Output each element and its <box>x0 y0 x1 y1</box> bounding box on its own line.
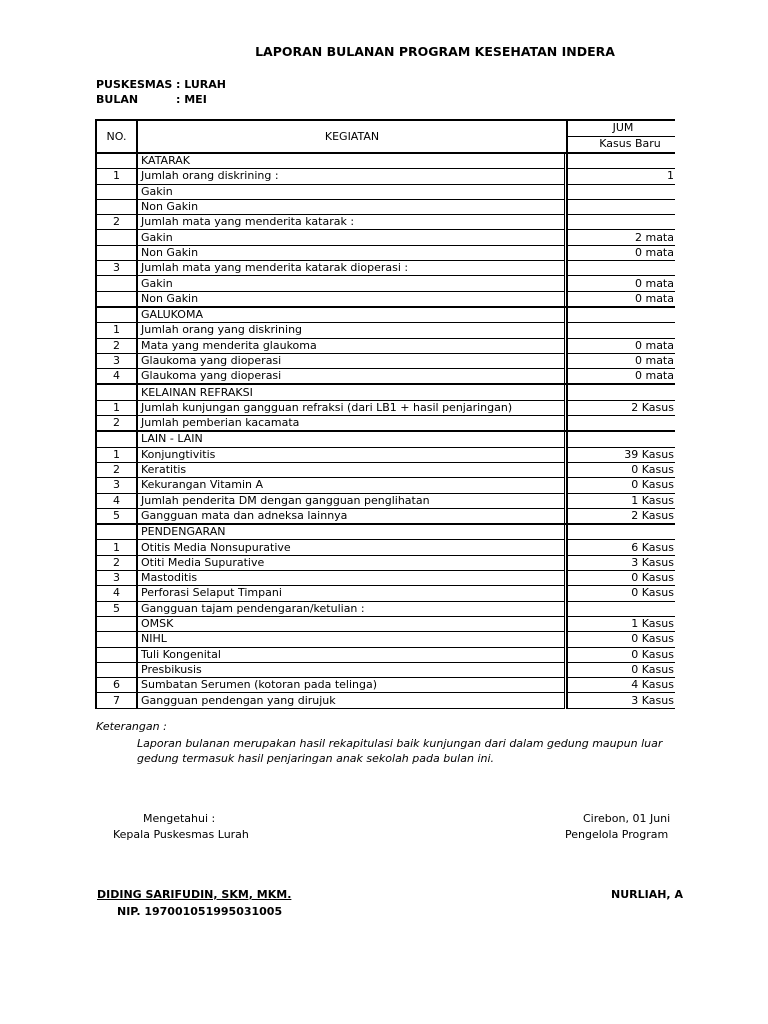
table-row <box>96 555 675 570</box>
sig-left-name: DIDING SARIFUDIN, SKM, MKM. <box>97 888 292 901</box>
table-row <box>96 291 675 307</box>
table-row <box>96 276 675 291</box>
table-row <box>96 261 675 276</box>
row-number <box>96 245 137 260</box>
activity-cell: Gangguan mata dan adneksa lainnya <box>137 508 564 524</box>
row-number: 6 <box>96 678 137 693</box>
activity-cell: NIHL <box>137 632 564 647</box>
notes-line-1: Laporan bulanan merupakan hasil rekapitulasi baik kunjungan dari dalam gedung maupun luar <box>137 737 663 750</box>
row-number <box>96 153 137 169</box>
value-cell <box>567 601 675 616</box>
puskesmas-value: : LURAH <box>176 78 226 91</box>
activity-cell: Jumlah mata yang menderita katarak dioperasi : <box>137 261 564 276</box>
row-number: 3 <box>96 261 137 276</box>
section-title: KATARAK <box>137 153 564 169</box>
sig-right-line-2: Pengelola Program <box>565 828 669 841</box>
value-cell <box>567 215 675 230</box>
activity-cell: Jumlah orang yang diskrining <box>137 323 564 338</box>
row-number: 7 <box>96 693 137 708</box>
activity-cell: Jumlah orang diskrining : <box>137 169 564 184</box>
row-number <box>96 662 137 677</box>
row-number: 5 <box>96 601 137 616</box>
activity-cell: Glaukoma yang dioperasi <box>137 369 564 385</box>
value-cell <box>567 323 675 338</box>
row-number: 1 <box>96 447 137 462</box>
row-number <box>96 307 137 323</box>
activity-cell: Jumlah pemberian kacamata <box>137 416 564 432</box>
row-number: 1 <box>96 323 137 338</box>
value-cell: 0 mata <box>567 276 675 291</box>
value-cell: 2 mata <box>567 230 675 245</box>
row-number: 1 <box>96 400 137 415</box>
table-section-row <box>96 153 675 169</box>
table-row <box>96 338 675 353</box>
activity-cell: Non Gakin <box>137 199 564 214</box>
activity-cell: Otitis Media Nonsupurative <box>137 540 564 555</box>
row-number: 4 <box>96 369 137 385</box>
report-table <box>95 119 675 709</box>
activity-cell: Gakin <box>137 184 564 199</box>
activity-cell: Gangguan tajam pendengaran/ketulian : <box>137 601 564 616</box>
row-number: 1 <box>96 540 137 555</box>
table-row <box>96 478 675 493</box>
activity-cell: OMSK <box>137 616 564 631</box>
table-row <box>96 662 675 677</box>
value-cell: 0 mata <box>567 369 675 385</box>
row-number <box>96 524 137 540</box>
section-title: KELAINAN REFRAKSI <box>137 384 564 400</box>
table-row <box>96 493 675 508</box>
row-number: 5 <box>96 508 137 524</box>
row-number: 2 <box>96 215 137 230</box>
table-row <box>96 169 675 184</box>
activity-cell: Keratitis <box>137 462 564 477</box>
row-number: 2 <box>96 462 137 477</box>
sig-left-line-2: Kepala Puskesmas Lurah <box>113 828 249 841</box>
value-cell: 0 mata <box>567 245 675 260</box>
value-cell: 0 Kasus <box>567 632 675 647</box>
header-kegiatan: KEGIATAN <box>137 120 567 153</box>
table-row <box>96 678 675 693</box>
sig-left-line-1: Mengetahui : <box>143 812 216 825</box>
activity-cell: Otiti Media Supurative <box>137 555 564 570</box>
bulan-label: BULAN <box>96 93 139 106</box>
row-number: 1 <box>96 169 137 184</box>
activity-cell: Konjungtivitis <box>137 447 564 462</box>
section-title: GALUKOMA <box>137 307 564 323</box>
value-cell: 0 Kasus <box>567 462 675 477</box>
row-number: 2 <box>96 338 137 353</box>
activity-cell: Gakin <box>137 230 564 245</box>
value-cell: 3 Kasus <box>567 555 675 570</box>
value-cell: 39 Kasus <box>567 447 675 462</box>
value-cell <box>567 153 675 169</box>
puskesmas-label: PUSKESMAS <box>96 78 173 91</box>
activity-cell: Jumlah kunjungan gangguan refraksi (dari LB1 + hasil penjaringan) <box>137 400 564 415</box>
page-title: LAPORAN BULANAN PROGRAM KESEHATAN INDERA <box>255 44 615 59</box>
value-cell: 2 Kasus <box>567 508 675 524</box>
value-cell: 0 Kasus <box>567 571 675 586</box>
section-title: LAIN - LAIN <box>137 431 564 447</box>
value-cell: 2 Kasus <box>567 400 675 415</box>
row-number: 2 <box>96 416 137 432</box>
activity-cell: Mastoditis <box>137 571 564 586</box>
value-cell: 0 Kasus <box>567 586 675 601</box>
activity-cell: Tuli Kongenital <box>137 647 564 662</box>
section-title: PENDENGARAN <box>137 524 564 540</box>
row-number <box>96 647 137 662</box>
value-cell: 0 mata <box>567 291 675 307</box>
value-cell: 0 mata <box>567 353 675 368</box>
sig-right-name: NURLIAH, A <box>611 888 683 901</box>
table-row <box>96 199 675 214</box>
activity-cell: Jumlah mata yang menderita katarak : <box>137 215 564 230</box>
value-cell <box>567 524 675 540</box>
table-row <box>96 369 675 385</box>
sig-left-nip: NIP. 197001051995031005 <box>117 905 283 918</box>
value-cell <box>567 416 675 432</box>
activity-cell: Gakin <box>137 276 564 291</box>
table-section-row <box>96 384 675 400</box>
table-row <box>96 647 675 662</box>
table-row <box>96 353 675 368</box>
table-row <box>96 416 675 432</box>
table-row <box>96 571 675 586</box>
row-number: 3 <box>96 478 137 493</box>
table-row <box>96 400 675 415</box>
table-row <box>96 245 675 260</box>
row-number: 3 <box>96 571 137 586</box>
row-number: 3 <box>96 353 137 368</box>
activity-cell: Kekurangan Vitamin A <box>137 478 564 493</box>
table-row <box>96 508 675 524</box>
header-no: NO. <box>96 120 137 153</box>
bulan-value: : MEI <box>176 93 207 106</box>
row-number: 4 <box>96 586 137 601</box>
value-cell: 4 Kasus <box>567 678 675 693</box>
table-row <box>96 632 675 647</box>
table-row <box>96 230 675 245</box>
value-cell <box>567 261 675 276</box>
value-cell: 0 Kasus <box>567 647 675 662</box>
report-table-body <box>96 120 675 708</box>
header-kasus-baru: Kasus Baru <box>567 136 675 153</box>
activity-cell: Presbikusis <box>137 662 564 677</box>
row-number <box>96 384 137 400</box>
table-header-row <box>96 120 675 136</box>
row-number <box>96 616 137 631</box>
row-number <box>96 291 137 307</box>
activity-cell: Mata yang menderita glaukoma <box>137 338 564 353</box>
header-jumlah: JUM <box>567 120 675 136</box>
table-row <box>96 693 675 708</box>
activity-cell: Glaukoma yang dioperasi <box>137 353 564 368</box>
table-row <box>96 616 675 631</box>
row-number <box>96 431 137 447</box>
activity-cell: Jumlah penderita DM dengan gangguan penglihatan <box>137 493 564 508</box>
activity-cell: Sumbatan Serumen (kotoran pada telinga) <box>137 678 564 693</box>
activity-cell: Gangguan pendengan yang dirujuk <box>137 693 564 708</box>
table-row <box>96 184 675 199</box>
table-row <box>96 215 675 230</box>
table-section-row <box>96 524 675 540</box>
row-number <box>96 230 137 245</box>
value-cell: 0 mata <box>567 338 675 353</box>
table-section-row <box>96 431 675 447</box>
row-number <box>96 199 137 214</box>
row-number: 2 <box>96 555 137 570</box>
value-cell <box>567 431 675 447</box>
activity-cell: Non Gakin <box>137 291 564 307</box>
value-cell <box>567 307 675 323</box>
value-cell: 6 Kasus <box>567 540 675 555</box>
row-number <box>96 632 137 647</box>
value-cell: 0 Kasus <box>567 478 675 493</box>
sig-right-line-1: Cirebon, 01 Juni <box>583 812 671 825</box>
table-row <box>96 447 675 462</box>
table-row <box>96 601 675 616</box>
value-cell: 0 Kasus <box>567 662 675 677</box>
value-cell: 1 Kasus <box>567 493 675 508</box>
row-number <box>96 276 137 291</box>
notes-line-2: gedung termasuk hasil penjaringan anak sekolah pada bulan ini. <box>137 752 495 765</box>
value-cell <box>567 184 675 199</box>
activity-cell: Perforasi Selaput Timpani <box>137 586 564 601</box>
value-cell: 1 <box>567 169 675 184</box>
activity-cell: Non Gakin <box>137 245 564 260</box>
table-row <box>96 586 675 601</box>
value-cell: 1 Kasus <box>567 616 675 631</box>
value-cell <box>567 384 675 400</box>
table-section-row <box>96 307 675 323</box>
row-number: 4 <box>96 493 137 508</box>
table-row <box>96 323 675 338</box>
value-cell <box>567 199 675 214</box>
table-row <box>96 540 675 555</box>
value-cell: 3 Kasus <box>567 693 675 708</box>
row-number <box>96 184 137 199</box>
table-row <box>96 462 675 477</box>
notes-label: Keterangan : <box>96 720 167 733</box>
